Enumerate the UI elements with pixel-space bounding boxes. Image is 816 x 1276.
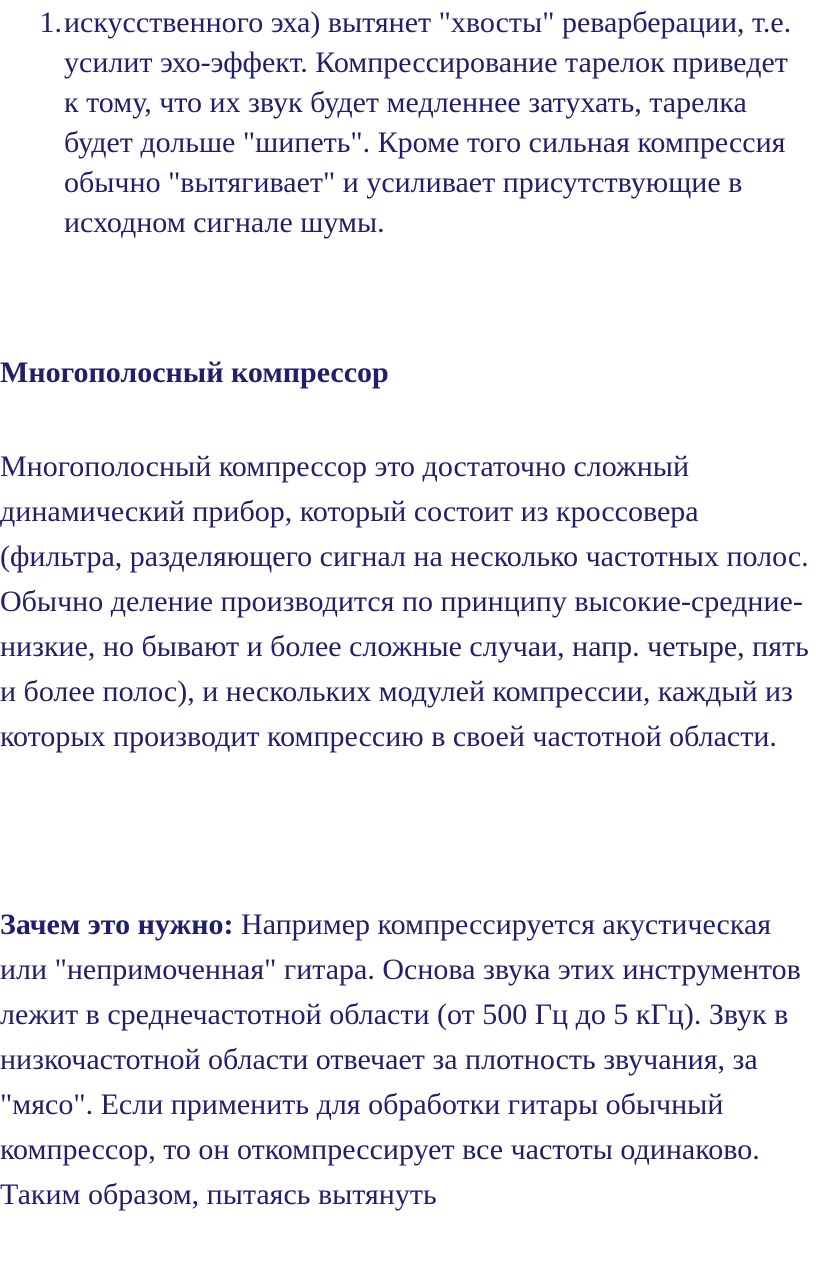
numbered-list-item [22, 3, 812, 243]
paragraph-why-needed [0, 902, 816, 1217]
list-item-number: 1. [39, 6, 62, 39]
section-heading: Многополосный компрессор [0, 356, 389, 389]
list-item-text: искусственного эха) вытянет "хвосты" реварберации, т.е. усилит эхо-эффект. Компрессирование тарелок приведет к тому, что их звук будет медленнее затухать, тарелка будет дольше "шипеть". Кроме того сильная компрессия обычно "вытягивает" и усиливает присутствующие в исходном сигнале шумы. [64, 6, 792, 239]
paragraph-body-text: Например компрессируется акустическая или "непримоченная" гитара. Основа звука этих инструментов лежит в среднечастотной области (от 500 Гц до 5 кГц). Звук в низкочастотной области отвечает за плотность звучания, за "мясо". Если применить для обработки гитары обычный компрессор, то он откомпрессирует все частоты одинаково. Таким образом, пытаясь вытянуть [0, 908, 801, 1211]
paragraph-lead-bold: Зачем это нужно: [0, 908, 234, 941]
paragraph-multiband-description: Многополосный компрессор это достаточно сложный динамический прибор, который состоит из кроссовера (фильтра, разделяющего сигнал на несколько частотных полос. Обычно деление производится по принципу высокие-средние-низкие, но бывают и более сложные случаи, напр. четыре, пять и более полос), и нескольких модулей компрессии, каждый из которых производит компрессию в своей частотной области. [0, 450, 809, 753]
